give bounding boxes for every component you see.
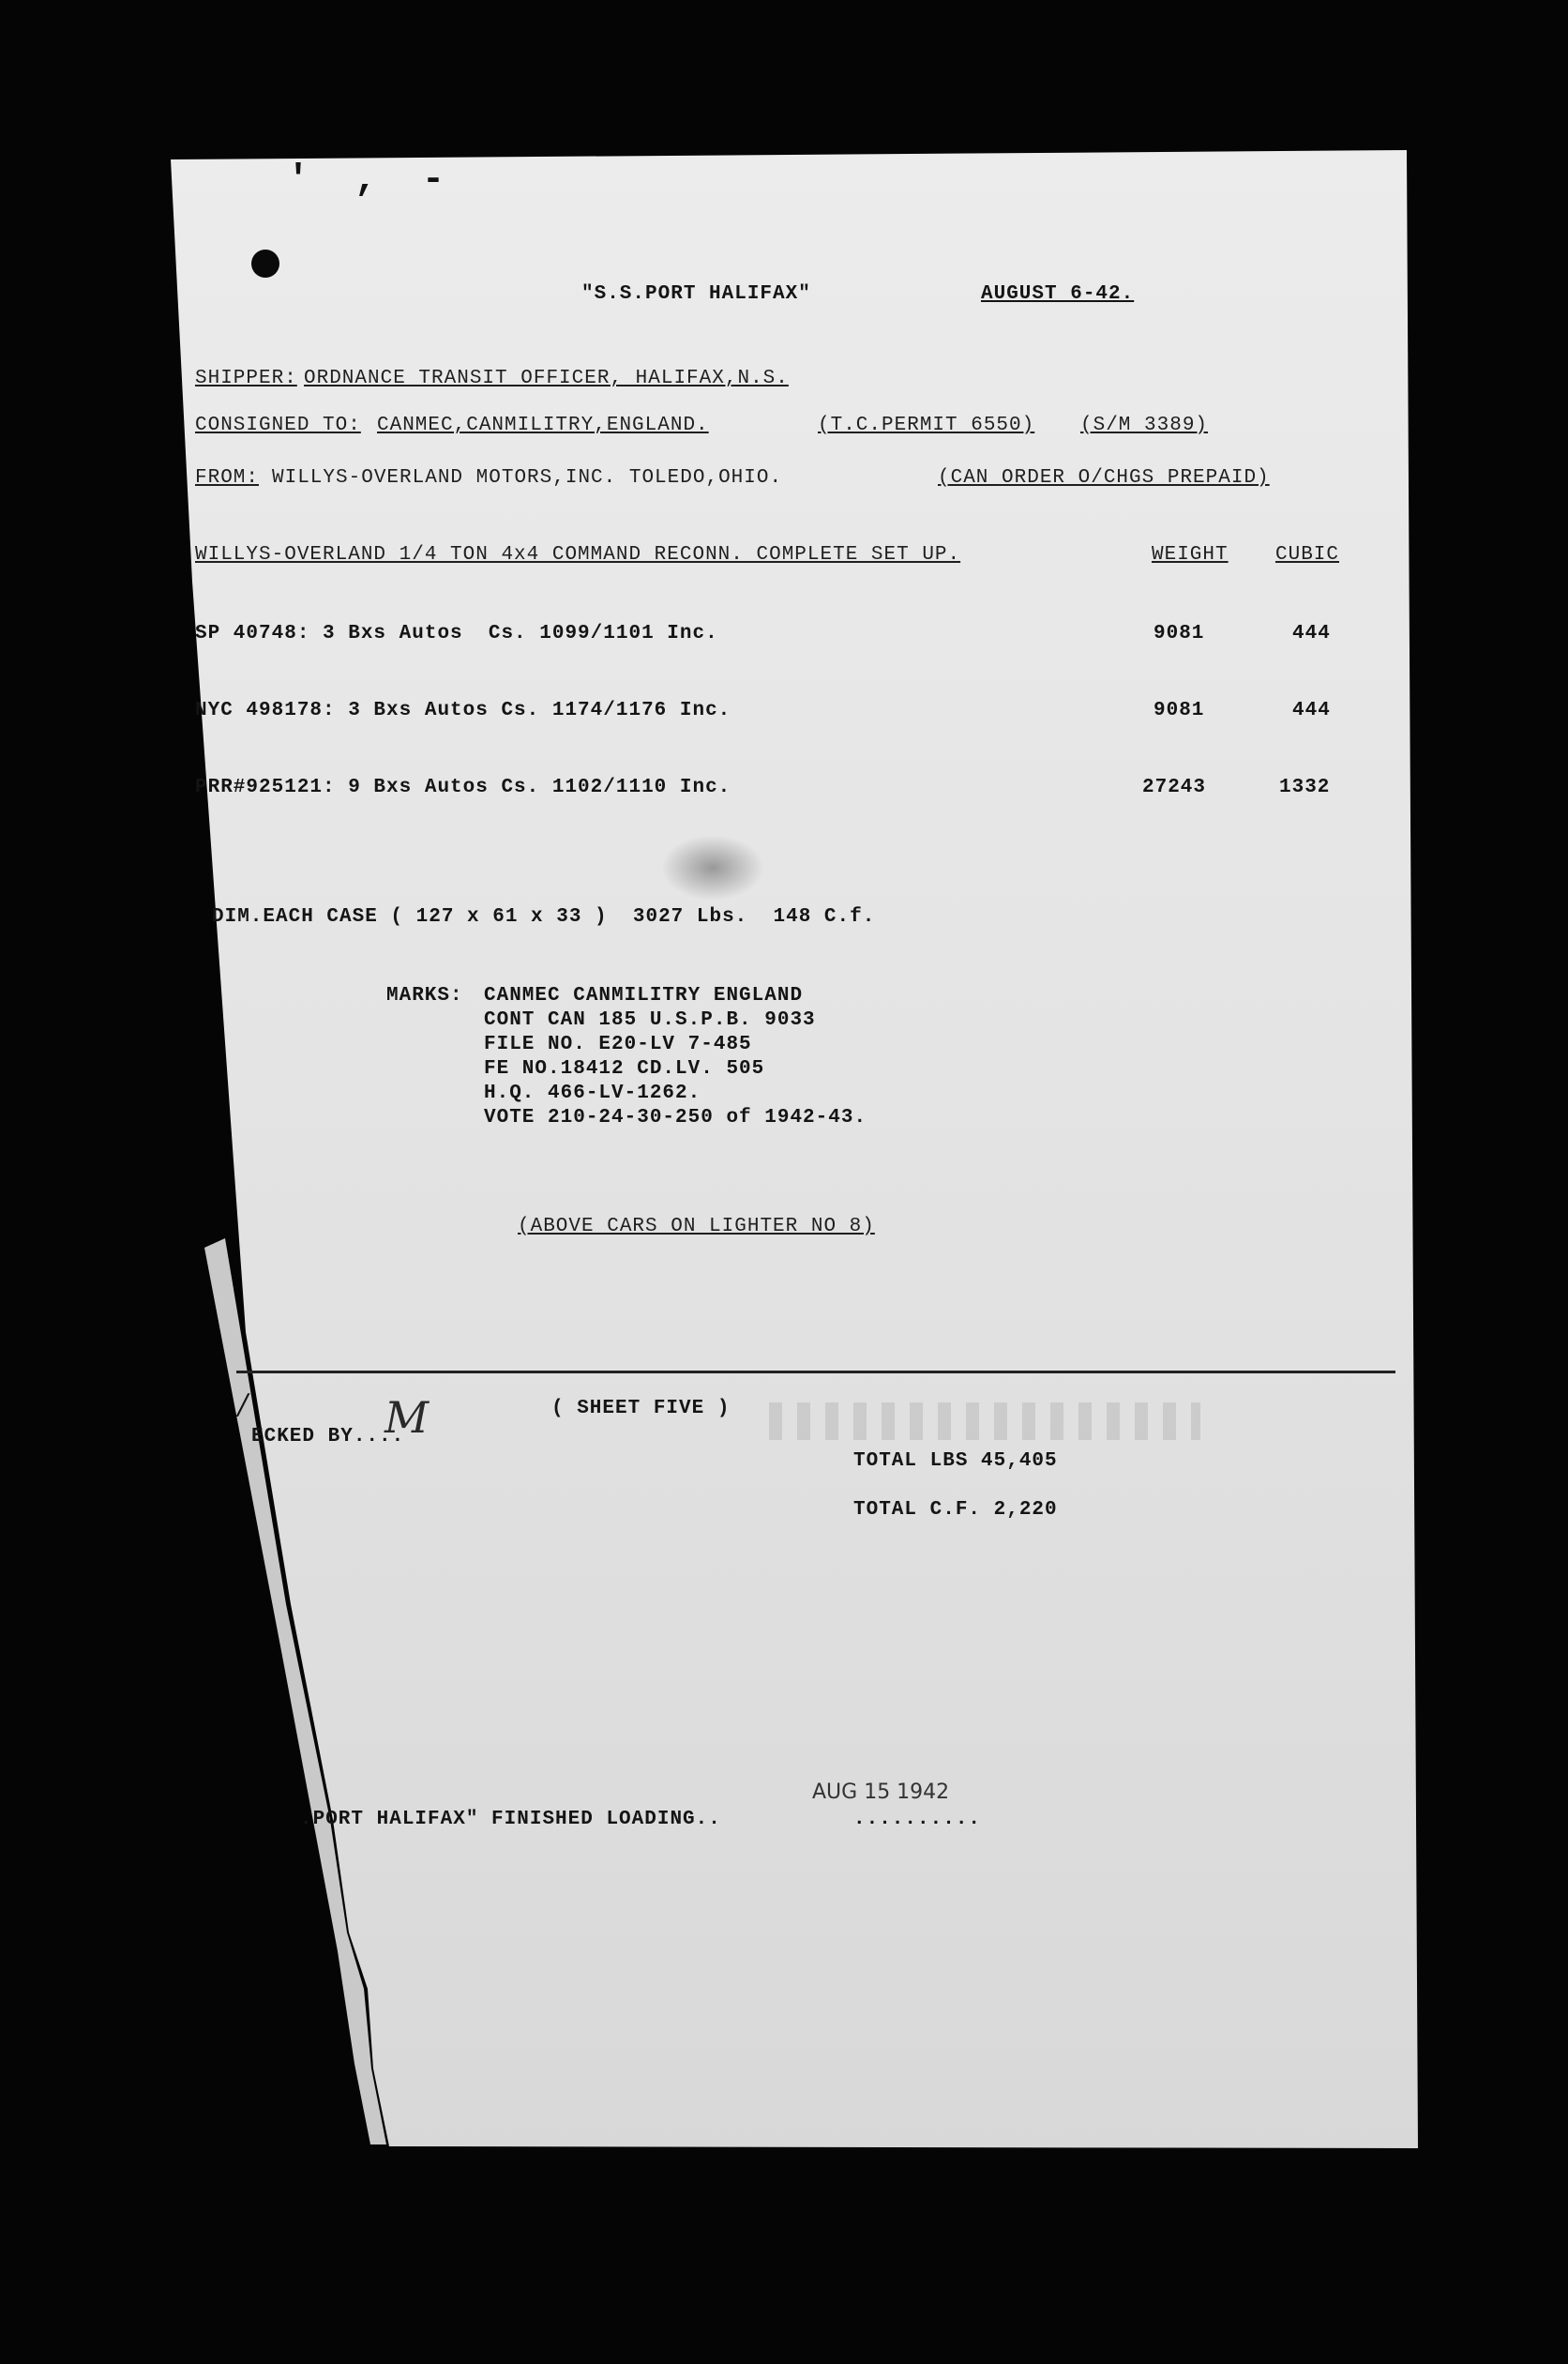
order-note: (CAN ORDER O/CHGS PREPAID) <box>938 467 1270 489</box>
marks-label: MARKS: <box>386 985 463 1007</box>
document-date: AUGUST 6-42. <box>981 283 1135 305</box>
marks-line: FILE NO. E20-LV 7-485 <box>484 1034 752 1055</box>
shipment-row-weight: 9081 <box>1153 700 1205 721</box>
ship-name: "S.S.PORT HALIFAX" <box>581 283 811 305</box>
sm-number: (S/M 3389) <box>1080 415 1209 436</box>
consigned-label: CONSIGNED TO: <box>195 415 361 436</box>
bleed-through-text <box>769 1402 1200 1440</box>
shipment-row-weight: 9081 <box>1153 623 1205 644</box>
total-lbs: TOTAL LBS 45,405 <box>853 1450 1058 1472</box>
consigned-value: CANMEC,CANMILITRY,ENGLAND. <box>377 415 709 436</box>
from-label: FROM: <box>195 467 260 489</box>
shipment-row-cubic: 444 <box>1292 623 1331 644</box>
finished-dots: .......... <box>853 1809 982 1830</box>
ink-smudge <box>661 835 764 901</box>
case-dimensions: DIM.EACH CASE ( 127 x 61 x 33 ) 3027 Lbs. 148 C.f. <box>212 906 876 928</box>
total-cf: TOTAL C.F. 2,220 <box>853 1499 1058 1521</box>
shipment-row-weight: 27243 <box>1142 777 1207 798</box>
column-cubic: CUBIC <box>1275 544 1340 566</box>
tick-marks-icon: ' , - <box>287 159 445 202</box>
marks-line: CANMEC CANMILITRY ENGLAND <box>484 985 804 1007</box>
shipment-row-desc: SP 40748: 3 Bxs Autos Cs. 1099/1101 Inc. <box>195 623 718 644</box>
from-value: WILLYS-OVERLAND MOTORS,INC. TOLEDO,OHIO. <box>272 467 783 489</box>
finished-loading-label: .PORT HALIFAX" FINISHED LOADING.. <box>300 1809 721 1830</box>
marks-line: H.Q. 466-LV-1262. <box>484 1083 701 1104</box>
permit-number: (T.C.PERMIT 6550) <box>818 415 1035 436</box>
date-stamp: AUG 15 1942 <box>812 1781 950 1804</box>
table-heading: WILLYS-OVERLAND 1/4 TON 4x4 COMMAND RECONN. COMPLETE SET UP. <box>195 544 961 566</box>
shipper-value: ORDNANCE TRANSIT OFFICER, HALIFAX,N.S. <box>304 368 789 389</box>
shipment-row-desc: NYC 498178: 3 Bxs Autos Cs. 1174/1176 Inc. <box>195 700 731 721</box>
shipment-row-cubic: 444 <box>1292 700 1331 721</box>
checker-initials: M <box>384 1392 430 1443</box>
punch-hole-icon <box>251 250 279 278</box>
marks-line: VOTE 210-24-30-250 of 1942-43. <box>484 1107 867 1129</box>
check-mark-icon: / <box>238 1388 249 1421</box>
checked-by-label: ECKED BY.... <box>251 1426 405 1447</box>
shipper-label: SHIPPER: <box>195 368 297 389</box>
marks-line: FE NO.18412 CD.LV. 505 <box>484 1058 765 1080</box>
column-weight: WEIGHT <box>1152 544 1229 566</box>
sheet-number: ( SHEET FIVE ) <box>551 1398 731 1419</box>
shipment-row-desc: PRR#925121: 9 Bxs Autos Cs. 1102/1110 Inc. <box>195 777 731 798</box>
lighter-note: (ABOVE CARS ON LIGHTER NO 8) <box>518 1216 875 1237</box>
marks-line: CONT CAN 185 U.S.P.B. 9033 <box>484 1009 816 1031</box>
divider <box>236 1371 1395 1373</box>
shipment-row-cubic: 1332 <box>1279 777 1331 798</box>
